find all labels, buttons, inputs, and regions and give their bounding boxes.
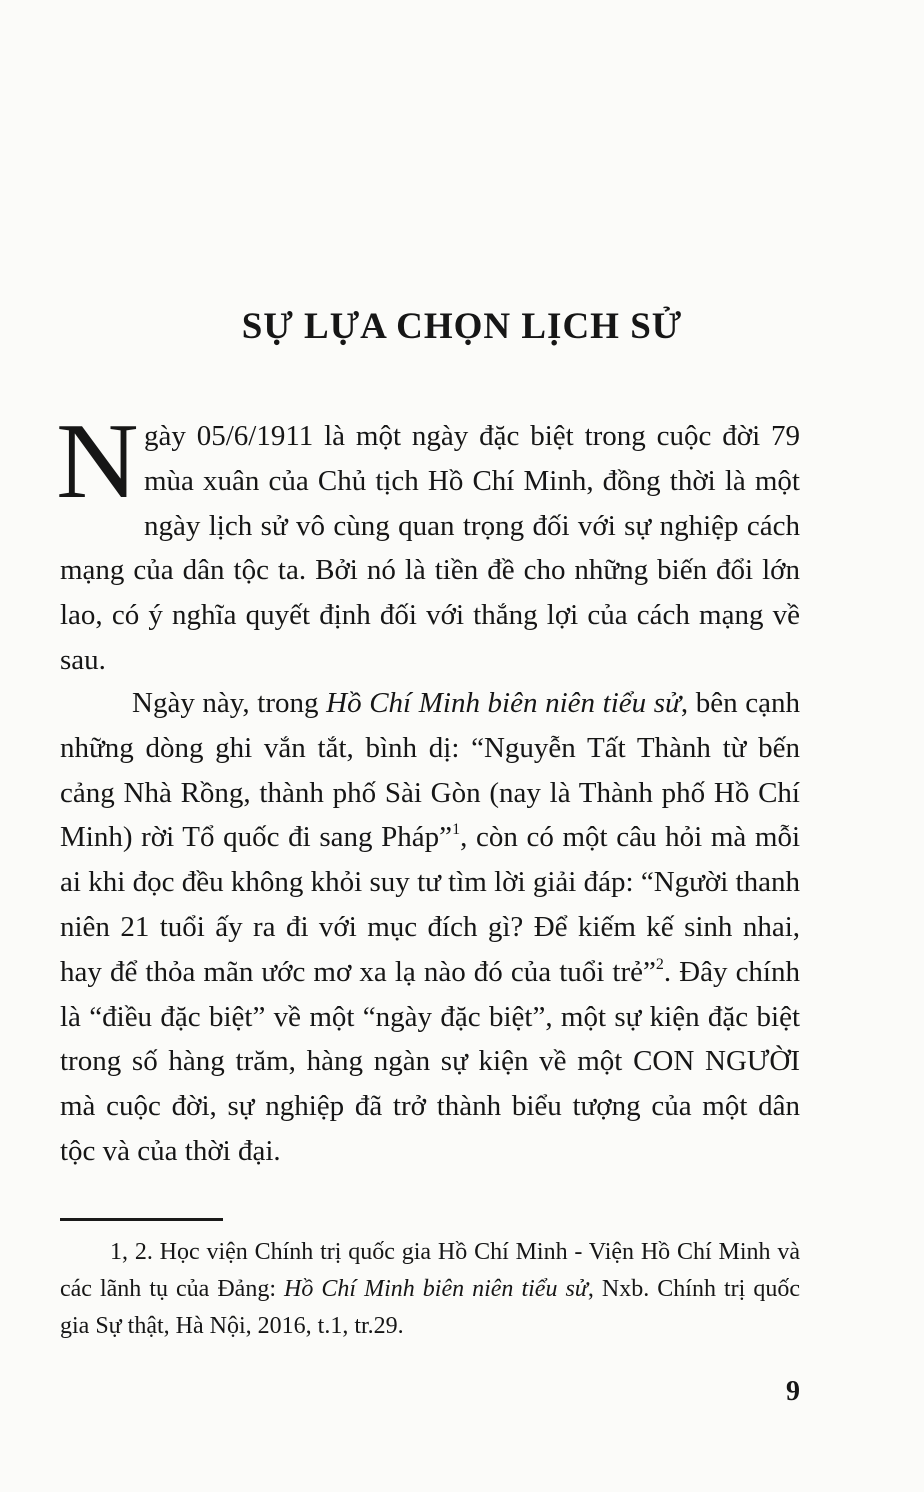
- footnote-ref-1: 1: [452, 821, 461, 839]
- footnote-book-title: Hồ Chí Minh biên niên tiểu sử: [284, 1276, 588, 1302]
- book-title-italic: Hồ Chí Minh biên niên tiểu sử: [326, 687, 681, 719]
- paragraph-2: [60, 681, 800, 1174]
- footnote-ref-2: 2: [655, 955, 664, 973]
- paragraph-2-part-3: . Đây chính là “điều đặc biệt” về một “ngày đặc biệt”, một sự kiện đặc biệt trong số hàng trăm, hàng ngàn sự kiện về một CON NGƯỜI mà cuộc đời, sự nghiệp đã trở thành biểu tượng của một dân tộc và của thời đại.: [60, 955, 800, 1167]
- drop-cap: N: [56, 402, 139, 521]
- paragraph-2-intro: Ngày này, trong: [132, 687, 327, 719]
- paragraph-2-part-1: , bên cạnh những dòng ghi vắn tắt, bình dị: “Nguyễn Tất Thành từ bến cảng Nhà Rồng, thành phố Sài Gòn (nay là Thành phố Hồ Chí Minh) rời Tổ quốc đi sang Pháp”: [60, 687, 800, 854]
- footnote-prefix: 1, 2. Học viện Chính trị quốc gia Hồ Chí Minh - Viện Hồ Chí Minh và các lãnh tụ của Đảng:: [60, 1239, 800, 1302]
- paragraph-1-text: gày 05/6/1911 là một ngày đặc biệt trong cuộc đời 79 mùa xuân của Chủ tịch Hồ Chí Minh, đồng thời là một ngày lịch sử vô cùng quan trọng đối với sự nghiệp cách mạng của dân tộc ta. Bởi nó là tiền đề cho những biến đổi lớn lao, có ý nghĩa quyết định đối với thắng lợi của cách mạng về sau.: [60, 420, 800, 676]
- footnote: [60, 1234, 800, 1345]
- paragraph-2-part-2: , còn có một câu hỏi mà mỗi ai khi đọc đều không khỏi suy tư tìm lời giải đáp: “Người thanh niên 21 tuổi ấy ra đi với mục đích gì? Để kiếm kế sinh nhai, hay để thỏa mãn ước mơ xa lạ nào đó của tuổi trẻ”: [60, 821, 801, 988]
- page-number: 9: [786, 1376, 800, 1407]
- footnote-divider: [60, 1218, 223, 1221]
- footnote-suffix: , Nxb. Chính trị quốc gia Sự thật, Hà Nội, 2016, t.1, tr.29.: [60, 1276, 800, 1339]
- paragraph-1: [56, 402, 800, 683]
- chapter-title: SỰ LỰA CHỌN LỊCH SỬ: [241, 306, 683, 347]
